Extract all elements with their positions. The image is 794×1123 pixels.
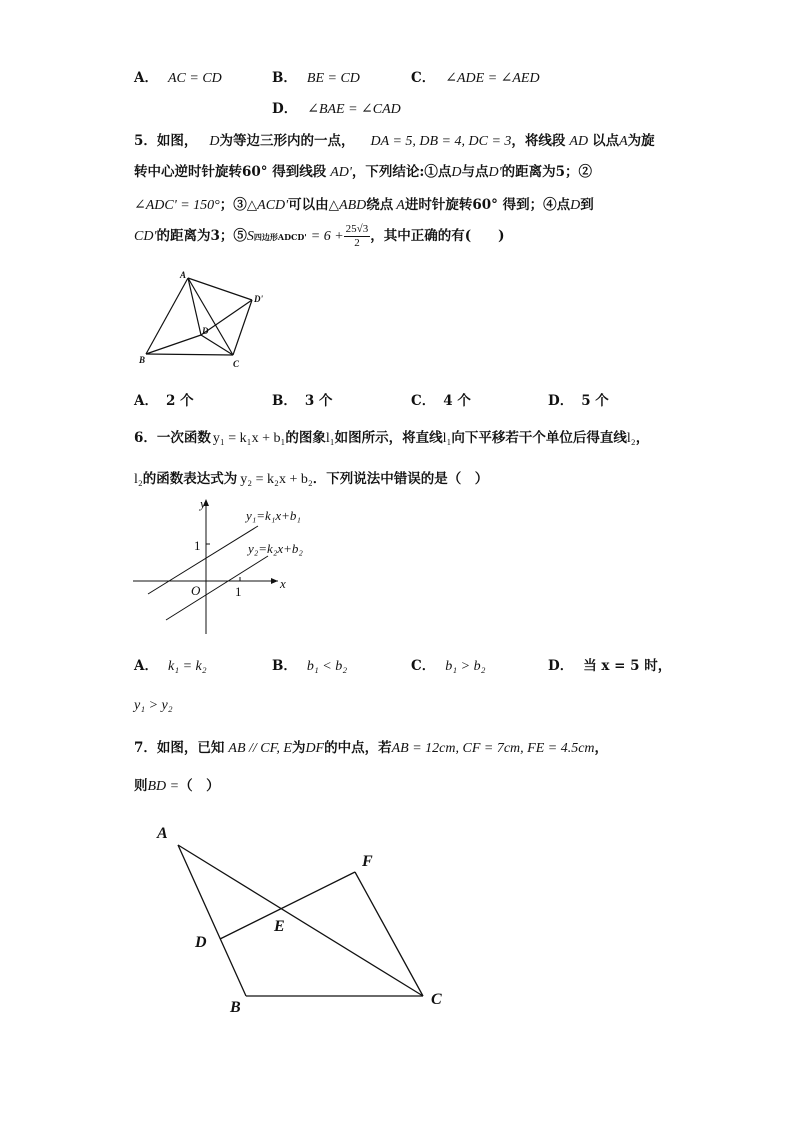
q5-line-2: 转中心逆时针旋转60° 得到线段 AD'，下列结论:①点D与点D'的距离为5；② (134, 164, 593, 180)
q4-option-d: D． ∠BAE = ∠CAD (272, 101, 401, 117)
segment-df (220, 872, 355, 939)
q5-option-d: D． 5 个 (548, 393, 609, 409)
q5-option-a: A． 2 个 (134, 393, 194, 409)
label-f: F (362, 853, 373, 870)
y-one-label: 1 (194, 538, 201, 553)
segment-cf (355, 872, 423, 996)
label-c: C (233, 359, 240, 369)
q7-line-2: 则BD =（ ） (134, 778, 220, 794)
q5-line-3: ∠ADC' = 150°；③△ACD'可以由△ABD绕点 A进时针旋转60° 得到；④点D到 (134, 197, 594, 213)
q6-option-a: A． k₁ = k₂ (134, 658, 207, 674)
q6-line-2: l₂的函数表达式为 y₂ = k₂x + b₂．下列说法中错误的是（ ） (134, 471, 489, 487)
label-a: A (157, 825, 168, 842)
edge-ab (146, 278, 188, 354)
label-e: E (274, 918, 285, 935)
line-y2-label: y₂=k₂x+b₂ (248, 541, 303, 556)
label-d: D (202, 326, 209, 336)
label-c: C (431, 991, 442, 1008)
x-one-label: 1 (235, 584, 242, 599)
q6-option-d-continued: y₁ > y₂ (134, 698, 173, 713)
q7-figure (150, 818, 460, 1018)
edge-cd-prime (233, 300, 252, 355)
edge-ad-prime (188, 278, 252, 300)
q5-option-c: C． 4 个 (411, 393, 471, 409)
label-a: A (180, 270, 187, 280)
q6-figure-graph (128, 496, 328, 638)
edge-ad (188, 278, 201, 335)
origin-label: O (191, 583, 201, 598)
q5-figure-triangle (136, 268, 276, 374)
q5-line-1: 5．如图， D为等边三形内的一点， DA = 5, DB = 4, DC = 3，将线段 AD 以点A为旋 (134, 133, 655, 149)
line-y1 (148, 526, 258, 594)
label-b: B (230, 999, 241, 1016)
q6-option-d: D． 当 x = 5 时， (548, 658, 672, 674)
q7-line-1: 7．如图，已知 AB // CF, E为DF的中点，若AB = 12cm, CF = 7cm, FE = 4.5cm， (134, 740, 609, 756)
x-axis-label: x (280, 576, 286, 591)
q6-line-1: 6．一次函数 y₁ = k₁x + b₁的图象l₁如图所示，将直线l₁向下平移若干个单位后得直线l₂， (134, 430, 650, 446)
segment-ab (178, 845, 246, 996)
segment-ac (178, 845, 423, 996)
q5-line-4: CD'的距离为3；⑤S四边形ADCD' = 6 + $\frac{25√3}{2}$ ，其中正确的有( ) (134, 223, 505, 249)
q6-option-c: C． b₁ > b₂ (411, 658, 486, 674)
edge-cd (201, 335, 233, 355)
q4-option-b: B． BE = CD (272, 70, 360, 86)
line-y1-label: y₁=k₁x+b₁ (246, 508, 301, 523)
q4-option-c: C． ∠ADE = ∠AED (411, 70, 540, 86)
q5-option-b: B． 3 个 (272, 393, 333, 409)
q6-option-b: B． b₁ < b₂ (272, 658, 348, 674)
edge-bc (146, 354, 233, 355)
q4-option-a: A． AC = CD (134, 70, 222, 86)
label-b: B (139, 355, 146, 365)
line-y2 (166, 556, 268, 620)
label-d-prime: D' (254, 294, 263, 304)
edge-ac (188, 278, 233, 355)
q5-fraction: $\frac{25√3}{2}$ (345, 223, 369, 249)
label-d: D (195, 934, 207, 951)
x-axis-arrow (271, 578, 278, 584)
edge-dd-prime (201, 300, 252, 335)
y-axis-label: y (200, 496, 206, 511)
